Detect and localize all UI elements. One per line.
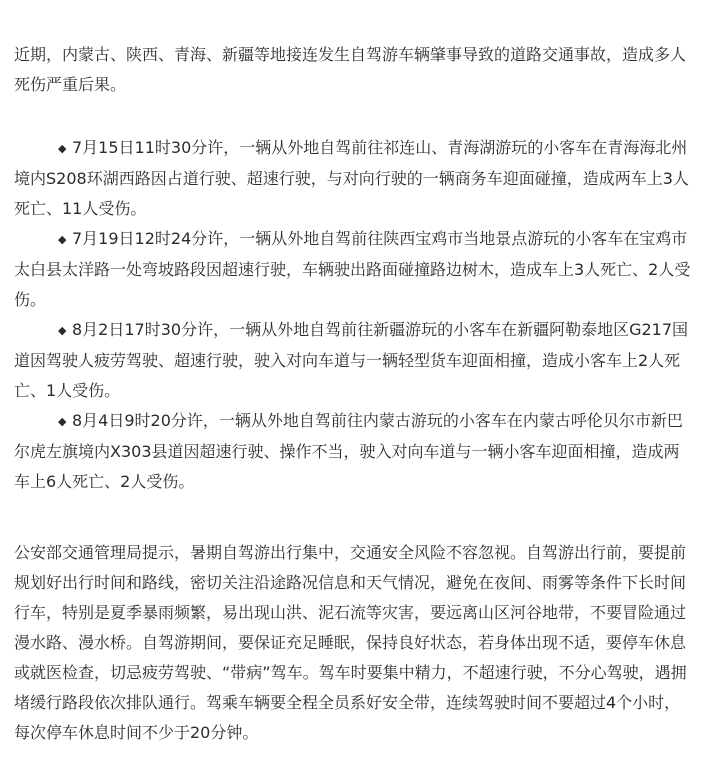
incident-item xyxy=(14,224,694,315)
incident-item xyxy=(14,133,694,224)
incident-text: 7月15日11时30分许，一辆从外地自驾前往祁连山、青海湖游玩的小客车在青海海北州境内S208环湖西路因占道行驶、超速行驶，与对向行驶的一辆商务车迎面碰撞，造成两车上3人死亡、11人受伤。 xyxy=(14,138,689,218)
incident-text: 8月2日17时30分许，一辆从外地自驾前往新疆游玩的小客车在新疆阿勒泰地区G217国道因驾驶人疲劳驾驶、超速行驶，驶入对向车道与一辆轻型货车迎面相撞，造成小客车上2人死亡、1人受伤。 xyxy=(14,320,689,400)
bullet-diamond-icon: ◆ xyxy=(58,233,67,246)
bullet-diamond-icon: ◆ xyxy=(58,415,67,428)
intro-paragraph: 近期，内蒙古、陕西、青海、新疆等地接连发生自驾游车辆肇事导致的道路交通事故，造成多人死伤严重后果。 xyxy=(14,45,687,94)
incident-list xyxy=(14,133,694,497)
incident-text: 7月19日12时24分许，一辆从外地自驾前往陕西宝鸡市当地景点游玩的小客车在宝鸡市太白县太洋路一处弯坡路段因超速行驶，车辆驶出路面碰撞路边树木，造成车上3人死亡、2人受伤。 xyxy=(14,229,691,309)
incident-item xyxy=(14,406,694,497)
incident-text: 8月4日9时20分许，一辆从外地自驾前往内蒙古游玩的小客车在内蒙古呼伦贝尔市新巴尔虎左旗境内X303县道因超速行驶、操作不当，驶入对向车道与一辆小客车迎面相撞，造成两车上6人死亡、2人受伤。 xyxy=(14,411,683,491)
incident-item xyxy=(14,315,694,406)
bullet-diamond-icon: ◆ xyxy=(58,324,67,337)
bullet-diamond-icon: ◆ xyxy=(58,142,67,155)
safety-tips-paragraph: 公安部交通管理局提示，暑期自驾游出行集中，交通安全风险不容忽视。自驾游出行前，要提前规划好出行时间和路线，密切关注沿途路况信息和天气情况，避免在夜间、雨雾等条件下长时间行车，特别是夏季暴雨频繁，易出现山洪、泥石流等灾害，要远离山区河谷地带，不要冒险通过漫水路、漫水桥。自驾游期间，要保证充足睡眠，保持良好状态，若身体出现不适，要停车休息或就医检查，切忌疲劳驾驶、“带病”驾车。驾车时要集中精力，不超速行驶，不分心驾驶，遇拥堵缓行路段依次排队通行。驾乘车辆要全程全员系好安全带，连续驾驶时间不要超过4个小时，每次停车休息时间不少于20分钟。 xyxy=(14,543,687,742)
